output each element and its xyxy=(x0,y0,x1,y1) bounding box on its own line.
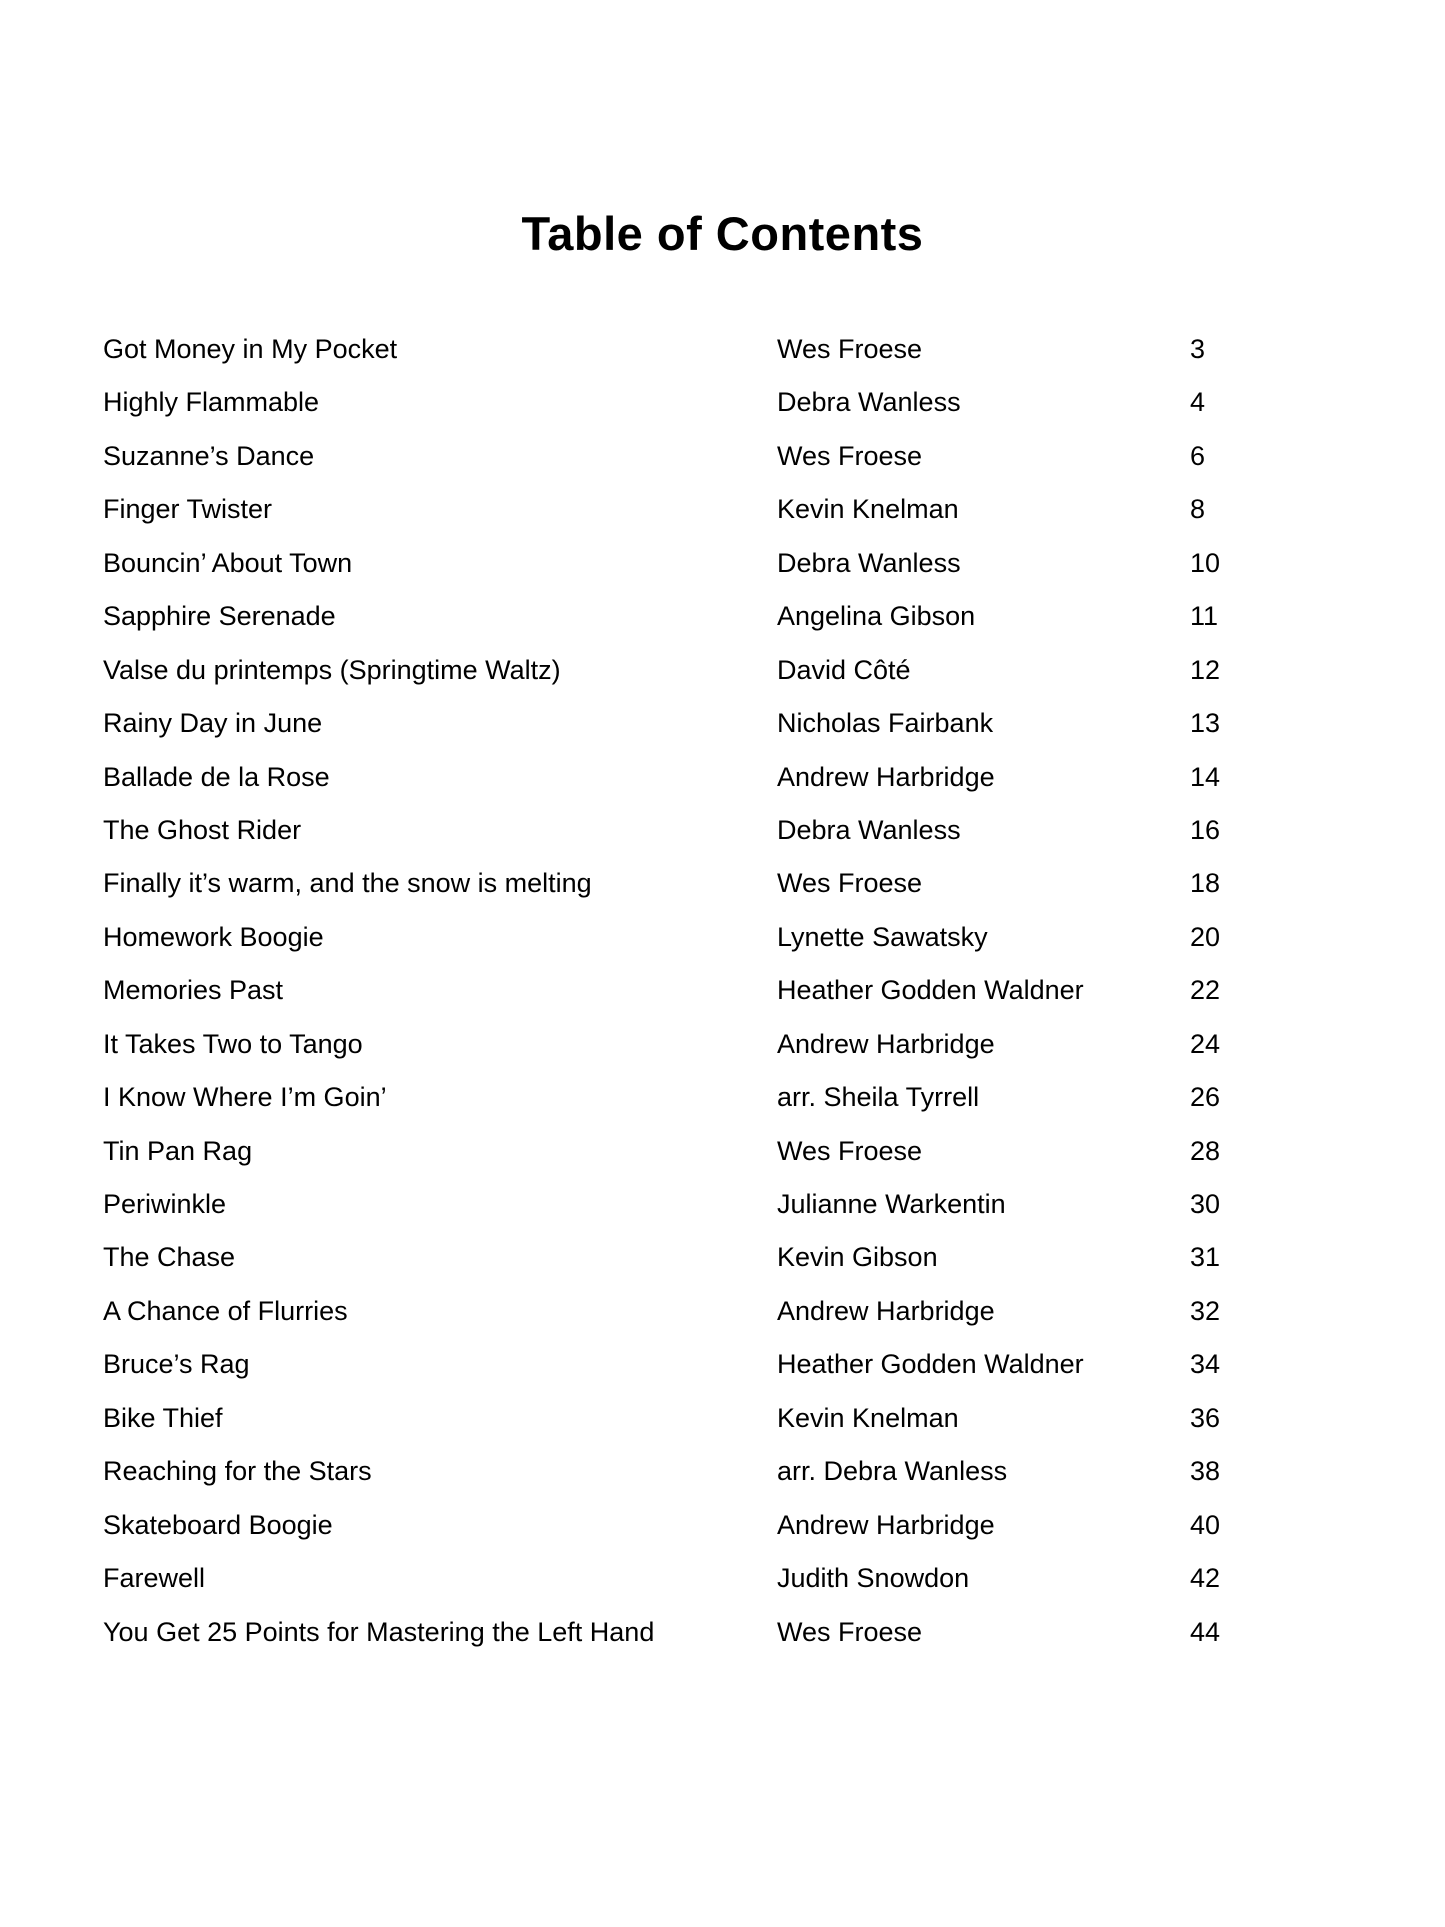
piece-title: A Chance of Flurries xyxy=(103,1295,348,1326)
composer-name: Angelina Gibson xyxy=(777,601,976,632)
piece-title: Valse du printemps (Springtime Waltz) xyxy=(103,654,561,685)
toc-row xyxy=(103,483,1363,536)
piece-title: Finally it’s warm, and the snow is melting xyxy=(103,868,592,899)
toc-row xyxy=(103,911,1363,964)
toc-row xyxy=(103,697,1363,750)
piece-title: Highly Flammable xyxy=(103,387,320,418)
composer-name: Andrew Harbridge xyxy=(777,1509,995,1540)
page-number: 18 xyxy=(1190,868,1221,899)
composer-name: Heather Godden Waldner xyxy=(777,975,1084,1006)
composer-name: Andrew Harbridge xyxy=(777,1295,995,1326)
composer-name: Heather Godden Waldner xyxy=(777,1349,1084,1380)
page-number: 12 xyxy=(1190,654,1221,685)
page-number: 38 xyxy=(1190,1456,1221,1487)
piece-title: I Know Where I’m Goin’ xyxy=(103,1082,387,1113)
piece-title: It Takes Two to Tango xyxy=(103,1028,363,1059)
piece-title: Sapphire Serenade xyxy=(103,601,336,632)
piece-title: Bouncin’ About Town xyxy=(103,547,353,578)
page-number: 28 xyxy=(1190,1135,1221,1166)
page-number: 36 xyxy=(1190,1402,1221,1433)
piece-title: Periwinkle xyxy=(103,1189,227,1219)
page-number: 6 xyxy=(1190,440,1206,471)
toc-row xyxy=(103,1285,1363,1338)
piece-title: The Ghost Rider xyxy=(103,814,302,845)
piece-title: Tin Pan Rag xyxy=(103,1135,253,1166)
composer-name: Debra Wanless xyxy=(777,547,961,578)
piece-title: Skateboard Boogie xyxy=(103,1509,333,1540)
composer-name: Andrew Harbridge xyxy=(777,1028,995,1059)
composer-name: arr. Debra Wanless xyxy=(777,1456,1008,1487)
page-number: 42 xyxy=(1190,1563,1221,1594)
toc-row xyxy=(103,1445,1363,1498)
piece-title: Suzanne’s Dance xyxy=(103,440,315,471)
page-title: Table of Contents xyxy=(521,207,924,260)
page-number: 16 xyxy=(1190,814,1221,845)
composer-name: Lynette Sawatsky xyxy=(777,921,988,952)
composer-name: Debra Wanless xyxy=(777,814,961,845)
piece-title: Memories Past xyxy=(103,975,284,1006)
page-number: 34 xyxy=(1190,1349,1221,1380)
toc-row xyxy=(103,857,1363,910)
piece-title: You Get 25 Points for Mastering the Left Hand xyxy=(103,1616,655,1647)
toc-row xyxy=(103,590,1363,643)
page-number: 10 xyxy=(1190,547,1221,578)
toc-row xyxy=(103,1125,1363,1178)
page-number: 31 xyxy=(1190,1242,1221,1273)
composer-name: Andrew Harbridge xyxy=(777,761,995,792)
toc-row xyxy=(103,804,1363,857)
composer-name: Wes Froese xyxy=(777,1135,923,1166)
page-number: 44 xyxy=(1190,1616,1221,1647)
composer-name: Wes Froese xyxy=(777,1616,923,1647)
toc-row xyxy=(103,1178,1363,1231)
toc-row xyxy=(103,1231,1363,1284)
piece-title: Rainy Day in June xyxy=(103,708,323,739)
page-number: 13 xyxy=(1190,708,1221,739)
page-number: 32 xyxy=(1190,1295,1221,1326)
piece-title: Got Money in My Pocket xyxy=(103,334,398,364)
page-number: 30 xyxy=(1190,1189,1221,1219)
composer-name: Kevin Gibson xyxy=(777,1242,938,1273)
piece-title: Reaching for the Stars xyxy=(103,1456,372,1487)
composer-name: Wes Froese xyxy=(777,868,923,899)
page-number: 20 xyxy=(1190,921,1221,952)
page-number: 4 xyxy=(1190,387,1206,418)
piece-title: Bike Thief xyxy=(103,1402,223,1433)
composer-name: Judith Snowdon xyxy=(777,1563,970,1594)
toc-row xyxy=(103,1499,1363,1552)
toc-row xyxy=(103,1338,1363,1391)
piece-title: Finger Twister xyxy=(103,494,273,525)
toc-row xyxy=(103,1071,1363,1124)
page-number: 26 xyxy=(1190,1082,1221,1113)
toc-list xyxy=(103,323,1363,1659)
toc-row xyxy=(103,1392,1363,1445)
piece-title: Ballade de la Rose xyxy=(103,761,330,792)
toc-row xyxy=(103,430,1363,483)
toc-row xyxy=(103,964,1363,1017)
toc-row xyxy=(103,537,1363,590)
piece-title: The Chase xyxy=(103,1242,236,1273)
toc-row xyxy=(103,644,1363,697)
composer-name: Kevin Knelman xyxy=(777,494,959,525)
page-number: 40 xyxy=(1190,1509,1221,1540)
toc-row xyxy=(103,376,1363,429)
page-number: 3 xyxy=(1190,334,1206,364)
page-number: 8 xyxy=(1190,494,1206,525)
piece-title: Bruce’s Rag xyxy=(103,1349,250,1380)
composer-name: Julianne Warkentin xyxy=(777,1189,1006,1219)
composer-name: Debra Wanless xyxy=(777,387,961,418)
toc-row xyxy=(103,1018,1363,1071)
page-number: 14 xyxy=(1190,761,1221,792)
page-number: 24 xyxy=(1190,1028,1221,1059)
composer-name: Wes Froese xyxy=(777,440,923,471)
composer-name: Nicholas Fairbank xyxy=(777,708,994,739)
composer-name: Kevin Knelman xyxy=(777,1402,959,1433)
piece-title: Homework Boogie xyxy=(103,921,324,952)
composer-name: Wes Froese xyxy=(777,334,923,364)
toc-row xyxy=(103,751,1363,804)
toc-row xyxy=(103,1606,1363,1659)
composer-name: arr. Sheila Tyrrell xyxy=(777,1082,980,1113)
piece-title: Farewell xyxy=(103,1563,206,1594)
page-number: 11 xyxy=(1190,601,1219,632)
composer-name: David Côté xyxy=(777,654,911,685)
toc-row xyxy=(103,1552,1363,1605)
toc-row xyxy=(103,323,1363,376)
page-number: 22 xyxy=(1190,975,1221,1006)
